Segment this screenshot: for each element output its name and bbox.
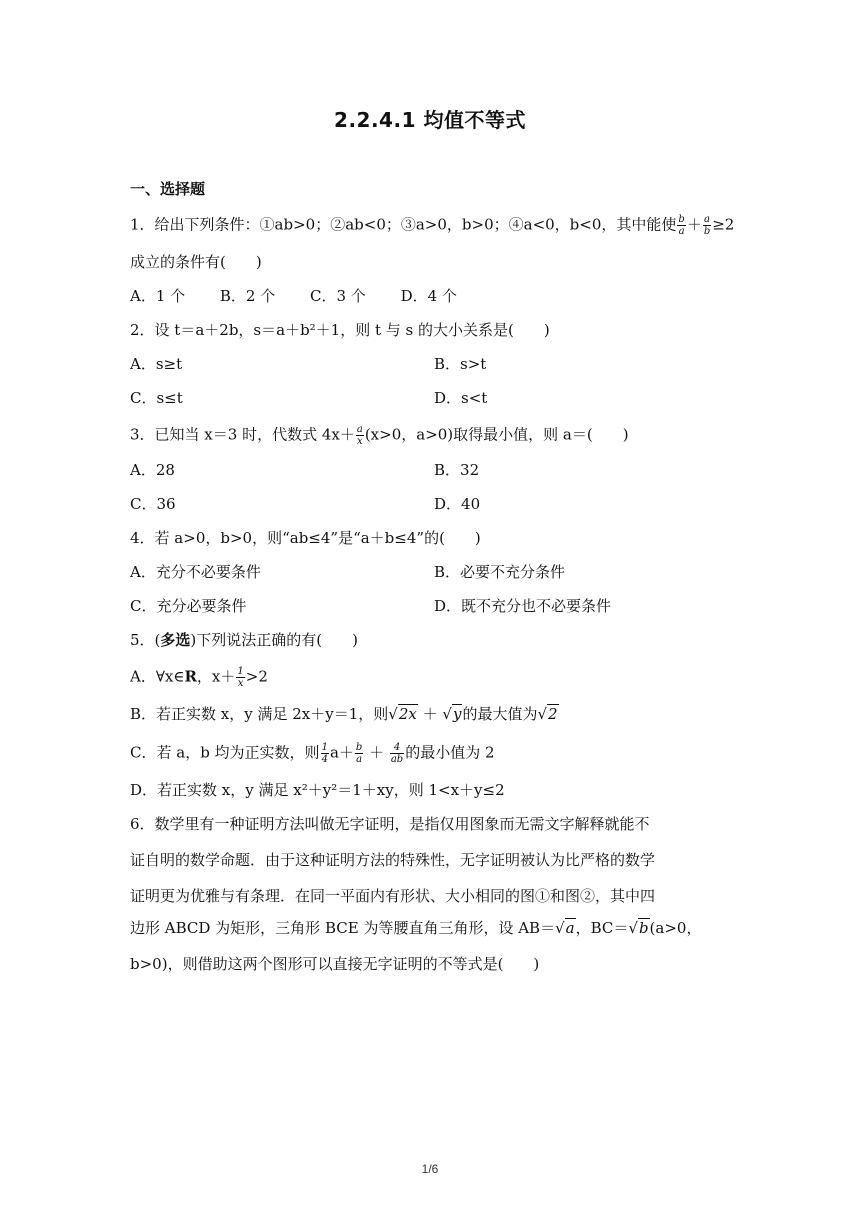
q4-option-b: B．必要不充分条件 bbox=[434, 563, 566, 581]
radical: √b bbox=[628, 919, 649, 937]
q6-line3: 证明更为优雅与有条理．在同一平面内有形状、大小相同的图①和图②，其中四 bbox=[130, 887, 656, 905]
q5-option-b: B．若正实数 x，y 满足 2x＋y＝1，则√2x ＋ √y的最大值为√2 bbox=[130, 705, 558, 723]
q6-line4: 边形 ABCD 为矩形，三角形 BCE 为等腰直角三角形，设 AB＝√a，BC＝√b(a>0， bbox=[130, 919, 702, 937]
fraction: $\frac{b}{a}$ bbox=[355, 742, 363, 765]
q6-line1: 6．数学里有一种证明方法叫做无字证明，是指仅用图象而无需文字解释就能不 bbox=[130, 815, 650, 833]
fraction: $\frac{b}{a}$ bbox=[678, 214, 685, 237]
fraction: $\frac{a}{b}$ bbox=[703, 214, 711, 237]
q2-stem: 2．设 t＝a＋2b，s＝a＋b²＋1，则 t 与 s 的大小关系是( ) bbox=[130, 321, 550, 339]
q6-line5: b>0)，则借助这两个图形可以直接无字证明的不等式是( ) bbox=[130, 955, 540, 973]
q5-stem: 5．(多选)下列说法正确的有( ) bbox=[130, 631, 358, 649]
q2-option-d: D．s<t bbox=[434, 389, 488, 407]
q2-option-b: B．s>t bbox=[434, 355, 487, 373]
section-heading: 一、选择题 bbox=[130, 180, 206, 198]
page-title: 2.2.4.1 均值不等式 bbox=[334, 108, 526, 132]
q1-stem-line2: 成立的条件有( ) bbox=[130, 253, 262, 271]
q5-option-c: C．若 a，b 均为正实数，则 $\frac{1}{4}$ a＋ $\frac{b}{a}$ ＋ $\frac{4}{ab}$ 的最小值为 2 bbox=[130, 742, 495, 765]
fraction: $\frac{4}{ab}$ bbox=[390, 742, 404, 765]
fraction: $\frac{1}{x}$ bbox=[237, 666, 244, 689]
q1-stem-line1: 1．给出下列条件：①ab>0；②ab<0；③a>0，b>0；④a<0，b<0，其中能使 $\frac{b}{a}$ ＋ $\frac{a}{b}$ ≥2 bbox=[130, 214, 735, 237]
radical: √2x bbox=[388, 705, 417, 723]
q4-option-d: D．既不充分也不必要条件 bbox=[434, 597, 612, 615]
page-number: 1/6 bbox=[421, 1162, 439, 1176]
q6-line2: 证自明的数学命题．由于这种证明方法的特殊性，无字证明被认为比严格的数学 bbox=[130, 851, 656, 869]
q3-option-d: D．40 bbox=[434, 495, 481, 513]
q2-option-a: A．s≥t bbox=[130, 355, 183, 373]
q3-option-c: C．36 bbox=[130, 495, 176, 513]
q4-option-c: C．充分必要条件 bbox=[130, 597, 247, 615]
q3-option-a: A．28 bbox=[130, 461, 175, 479]
q4-option-a: A．充分不必要条件 bbox=[130, 563, 261, 581]
q3-stem: 3．已知当 x＝3 时，代数式 4x＋ $\frac{a}{x}$ (x>0，a>0)取得最小值，则 a＝( ) bbox=[130, 424, 629, 447]
q5-option-d: D．若正实数 x，y 满足 x²＋y²＝1＋xy，则 1<x＋y≤2 bbox=[130, 781, 505, 799]
q2-option-c: C．s≤t bbox=[130, 389, 183, 407]
radical: √y bbox=[442, 705, 462, 723]
radical: √2 bbox=[537, 705, 558, 723]
q5-option-a: A．∀x∈R，x＋ $\frac{1}{x}$ >2 bbox=[130, 666, 268, 689]
q1-options: A．1 个 B．2 个 C．3 个 D．4 个 bbox=[130, 287, 457, 305]
fraction: $\frac{1}{4}$ bbox=[321, 742, 328, 765]
q3-option-b: B．32 bbox=[434, 461, 480, 479]
radical: √a bbox=[555, 919, 575, 937]
q4-stem: 4．若 a>0，b>0，则“ab≤4”是“a＋b≤4”的( ) bbox=[130, 529, 481, 547]
fraction: $\frac{a}{x}$ bbox=[356, 424, 363, 447]
